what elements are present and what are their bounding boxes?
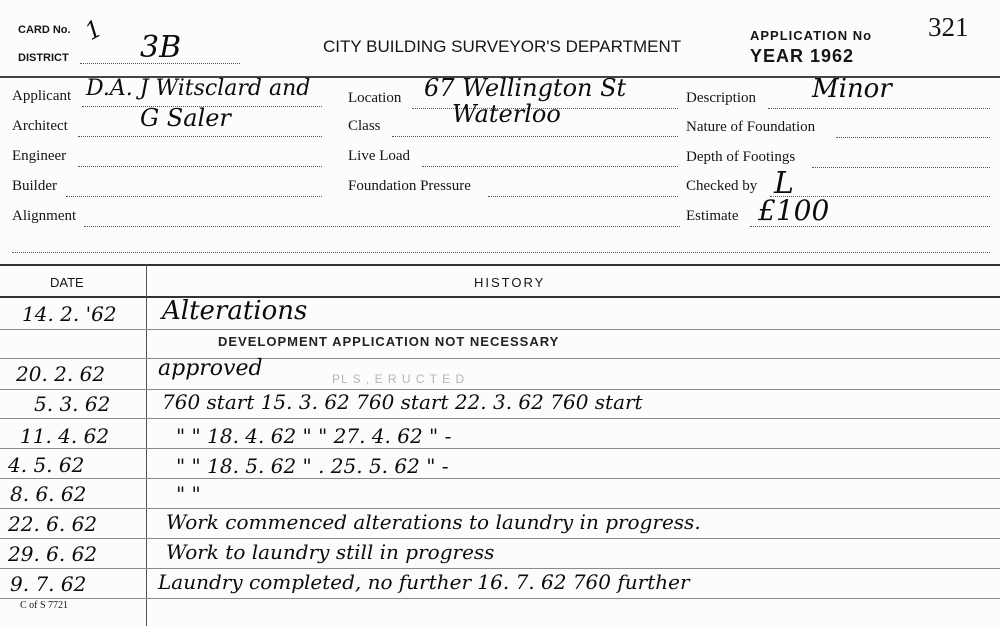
- row-history: 760 start 15. 3. 62 760 start 22. 3. 62 760 start: [162, 390, 643, 414]
- form-number: C of S 7721: [20, 600, 69, 611]
- nature-foundation-line: [836, 137, 990, 138]
- description-value: Minor: [812, 74, 892, 104]
- row-date: 11. 4. 62: [20, 424, 110, 448]
- department-title: CITY BUILDING SURVEYOR'S DEPARTMENT: [323, 37, 682, 56]
- engineer-label: Engineer: [12, 148, 67, 164]
- development-stamp: DEVELOPMENT APPLICATION NOT NECESSARY: [218, 334, 560, 349]
- ruled-line: [0, 568, 1000, 569]
- location-value-2: Waterloo: [452, 100, 561, 128]
- checked-by-value: L: [774, 166, 794, 201]
- row-history: " ": [176, 482, 201, 506]
- row-history: Work to laundry still in progress: [166, 540, 495, 564]
- row-history: Laundry completed, no further 16. 7. 62 760 further: [158, 570, 690, 594]
- application-number: 321: [928, 12, 969, 42]
- table-header-rule: [0, 296, 1000, 298]
- row-date: 9. 7. 62: [10, 572, 87, 596]
- ruled-line: [0, 358, 1000, 359]
- blank-line: [12, 252, 990, 253]
- ruled-line: [0, 329, 1000, 330]
- depth-footings-label: Depth of Footings: [686, 149, 796, 165]
- live-load-line: [422, 166, 678, 167]
- card-no-value: 1: [80, 14, 107, 46]
- location-value-1: 67 Wellington St: [424, 74, 627, 102]
- ruled-line: [0, 538, 1000, 539]
- builder-label: Builder: [12, 178, 57, 194]
- faded-stamp: PL S , E R U C T E D: [332, 372, 466, 386]
- year-label: YEAR 1962: [750, 46, 855, 66]
- row-history: " " 18. 4. 62 " " 27. 4. 62 " -: [176, 424, 452, 448]
- description-line: [768, 108, 990, 109]
- architect-label: Architect: [12, 118, 68, 134]
- class-label: Class: [348, 118, 381, 134]
- class-line: [392, 136, 678, 137]
- applicant-value: D.A. J Witsclard and: [86, 76, 311, 101]
- district-value: 3B: [140, 30, 182, 65]
- checked-by-label: Checked by: [686, 178, 758, 194]
- row-date: 4. 5. 62: [8, 453, 85, 477]
- row-date: 8. 6. 62: [10, 482, 87, 506]
- ruled-line: [0, 448, 1000, 449]
- row-date: 29. 6. 62: [8, 542, 98, 566]
- architect-line: [78, 136, 322, 137]
- foundation-pressure-label: Foundation Pressure: [348, 178, 471, 194]
- district-label: DISTRICT: [18, 52, 69, 64]
- card-no-label: CARD No.: [18, 24, 71, 36]
- ruled-line: [0, 478, 1000, 479]
- live-load-label: Live Load: [348, 148, 411, 164]
- engineer-line: [78, 166, 322, 167]
- estimate-value: £100: [758, 194, 830, 227]
- row-history: " " 18. 5. 62 " . 25. 5. 62 " -: [176, 454, 449, 478]
- row-history: Alterations: [162, 296, 308, 326]
- row-date: 22. 6. 62: [8, 512, 98, 536]
- date-header: DATE: [50, 275, 84, 290]
- alignment-line: [84, 226, 680, 227]
- description-label: Description: [686, 90, 756, 106]
- ruled-line: [0, 598, 1000, 599]
- row-history: approved: [158, 356, 263, 381]
- row-date: 14. 2. '62: [22, 302, 117, 326]
- ruled-line: [0, 508, 1000, 509]
- depth-footings-line: [812, 167, 990, 168]
- row-date: 20. 2. 62: [16, 362, 106, 386]
- alignment-label: Alignment: [12, 208, 77, 224]
- history-header: HISTORY: [474, 275, 546, 290]
- location-label: Location: [348, 90, 402, 106]
- foundation-pressure-line: [488, 196, 678, 197]
- applicant-label: Applicant: [12, 88, 72, 104]
- date-column-divider: [146, 264, 147, 626]
- builder-line: [66, 196, 322, 197]
- architect-value: G Saler: [140, 104, 231, 132]
- estimate-label: Estimate: [686, 208, 739, 224]
- ruled-line: [0, 418, 1000, 419]
- row-date: 5. 3. 62: [34, 392, 111, 416]
- row-history: Work commenced alterations to laundry in progress.: [166, 510, 701, 534]
- nature-foundation-label: Nature of Foundation: [686, 119, 816, 135]
- table-top-rule: [0, 264, 1000, 266]
- application-label: APPLICATION No: [750, 28, 873, 43]
